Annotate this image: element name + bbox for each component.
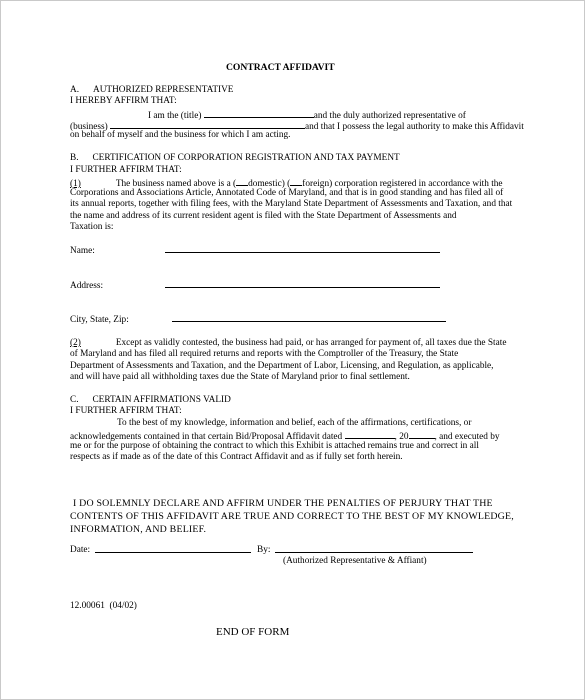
representative-text: and the duly authorized representative of — [313, 111, 466, 121]
year-field[interactable] — [409, 429, 435, 439]
declaration-line-3: INFORMATION, AND BELIEF. — [70, 524, 207, 535]
date-label: Date: — [70, 545, 91, 555]
executed-by-text: , and executed by — [434, 432, 500, 442]
section-a-heading: A. AUTHORIZED REPRESENTATIVE — [70, 85, 234, 95]
name-field[interactable] — [165, 252, 440, 253]
affidavit-dated-text: acknowledgements contained in that certain Bid/Proposal Affidavit dated — [70, 432, 343, 442]
section-a-affirm: I HEREBY AFFIRM THAT: — [70, 96, 177, 106]
paragraph-2-line-4: and will have paid all withholding taxes due the State of Maryland prior to final settlement. — [70, 372, 410, 382]
form-number: 12.00061 (04/02) — [70, 601, 137, 611]
declaration-line-2: CONTENTS OF THIS AFFIDAVIT ARE TRUE AND CORRECT TO THE BEST OF MY KNOWLEDGE, — [70, 511, 514, 522]
city-state-zip-label: City, State, Zip: — [70, 315, 129, 325]
domestic-checkbox[interactable] — [236, 176, 248, 186]
paragraph-2-line-1 — [70, 338, 506, 349]
business-field[interactable] — [110, 119, 305, 129]
paragraph-2-line-2: of Maryland and has filed all required returns and reports with the Comptroller of the Treasury, the State — [70, 349, 459, 359]
paragraph-1-number: (1) — [70, 179, 81, 189]
declaration-line-1: I DO SOLEMNLY DECLARE AND AFFIRM UNDER THE PENALTIES OF PERJURY THAT THE — [73, 498, 493, 509]
paragraph-2-line-3: Department of Assessments and Taxation, and the Department of Labor, Licensing, and Regulation, as applicable, — [70, 361, 494, 371]
paragraph-1-line-5: Taxation is: — [70, 222, 114, 232]
document-title: CONTRACT AFFIDAVIT — [226, 62, 335, 73]
foreign-label: foreign) corporation registered in accordance with the — [302, 179, 503, 189]
section-c-line-3: me or for the purpose of obtaining the contract to which this Exhibit is attached remains true and correct in all — [70, 441, 479, 451]
by-label: By: — [257, 545, 271, 555]
paragraph-1-line-4: the name and address of its current resident agent is filed with the State Department of Assessments and — [70, 211, 457, 221]
domestic-label: domestic) ( — [248, 179, 291, 189]
business-label: (business) — [70, 122, 108, 132]
behalf-text: on behalf of myself and the business for which I am acting. — [70, 130, 291, 140]
paragraph-1-line-2: Corporations and Associations Article, Annotated Code of Maryland, and that is in good standing and has filed all of — [70, 188, 504, 198]
signature-caption: (Authorized Representative & Affiant) — [283, 556, 427, 566]
end-of-form: END OF FORM — [216, 626, 290, 638]
affidavit-date-field[interactable] — [345, 429, 395, 439]
city-state-zip-field[interactable] — [172, 321, 446, 322]
section-c-line-1: To the best of my knowledge, information and belief, each of the affirmations, certifications, or — [117, 418, 472, 428]
section-b-affirm: I FURTHER AFFIRM THAT: — [70, 165, 182, 175]
section-b-heading: B. CERTIFICATION OF CORPORATION REGISTRATION AND TAX PAYMENT — [70, 153, 400, 163]
section-c-line-4: respects as if made as of the date of this Contract Affidavit and as if fully set forth herein. — [70, 452, 403, 462]
paragraph-2-number: (2) — [70, 338, 81, 348]
title-label: I am the (title) — [148, 111, 202, 121]
date-field[interactable] — [95, 552, 251, 553]
address-field[interactable] — [165, 287, 440, 288]
signature-field[interactable] — [275, 552, 473, 553]
corporation-type-prefix: The business named above is a ( — [115, 179, 237, 189]
section-c-affirm: I FURTHER AFFIRM THAT: — [70, 406, 182, 416]
title-field[interactable] — [204, 108, 314, 118]
name-label: Name: — [70, 246, 95, 256]
address-label: Address: — [70, 281, 104, 291]
authority-text: and that I possess the legal authority to make this Affidavit — [305, 122, 524, 132]
paragraph-2-text: Except as validly contested, the business had paid, or has arranged for payment of, all taxes due the State — [115, 338, 507, 348]
section-c-heading: C. CERTAIN AFFIRMATIONS VALID — [70, 395, 231, 405]
foreign-checkbox[interactable] — [290, 176, 302, 186]
year-prefix: , 20 — [394, 432, 409, 442]
paragraph-1-line-3: its annual reports, together with filing fees, with the Maryland State Department of Assessments and Taxation, and that — [70, 199, 513, 209]
